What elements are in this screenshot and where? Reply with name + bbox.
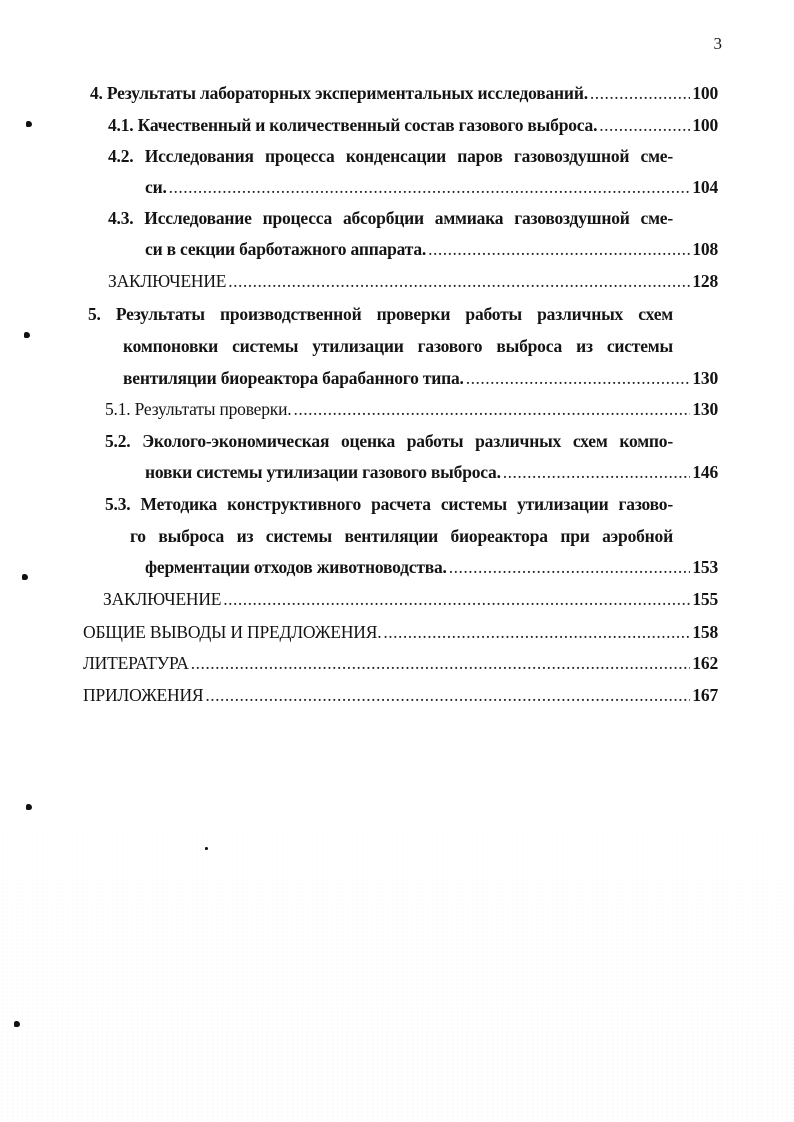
toc-entry-page: 104 — [692, 177, 718, 197]
toc-entry-text: ферментации отходов животноводства. — [145, 557, 447, 577]
toc-entry-text: 5.3. Методика конструктивного расчета системы утилизации газово- — [105, 494, 673, 514]
toc-leader-dots — [466, 367, 691, 389]
toc-entry-page: 153 — [692, 557, 718, 577]
toc-leader-dots — [599, 114, 690, 136]
scan-speck — [14, 1021, 20, 1027]
toc-entry[interactable] — [145, 461, 718, 483]
toc-entry[interactable] — [83, 621, 718, 643]
toc-entry-text: си в секции барботажного аппарата. — [145, 239, 427, 259]
scan-speck — [26, 804, 32, 810]
toc-entry[interactable] — [145, 176, 718, 198]
toc-leader-dots — [383, 621, 690, 643]
toc-entry-text: 4.2. Исследования процесса конденсации паров газовоздушной сме- — [108, 146, 673, 166]
toc-entry-text: 5. Результаты производственной проверки работы различных схем — [88, 304, 673, 324]
toc-entry-text: ОБЩИЕ ВЫВОДЫ И ПРЕДЛОЖЕНИЯ. — [83, 622, 382, 642]
toc-entry[interactable] — [145, 238, 718, 260]
toc-entry-continued[interactable] — [108, 207, 673, 229]
toc-leader-dots — [228, 270, 690, 292]
toc-entry-page: 100 — [692, 83, 718, 103]
toc-entry-continued[interactable] — [88, 303, 673, 325]
toc-entry[interactable] — [103, 588, 718, 610]
scan-speck — [22, 574, 28, 580]
toc-entry[interactable] — [108, 270, 718, 292]
toc-entry[interactable] — [123, 367, 718, 389]
toc-entry-continued[interactable] — [123, 335, 673, 357]
toc-entry[interactable] — [105, 398, 718, 420]
toc-entry-page: 130 — [692, 399, 718, 419]
toc-entry-text: си. — [145, 177, 167, 197]
toc-entry[interactable] — [145, 556, 718, 578]
toc-leader-dots — [293, 398, 690, 420]
toc-entry-text: 4.1. Качественный и количественный состав газового выброса. — [108, 115, 598, 135]
toc-entry-page: 130 — [692, 368, 718, 388]
toc-entry[interactable] — [108, 114, 718, 136]
toc-leader-dots — [428, 238, 690, 260]
toc-leader-dots — [223, 588, 690, 610]
toc-entry-page: 108 — [692, 239, 718, 259]
toc-entry-continued[interactable] — [105, 493, 673, 515]
toc-entry-text: вентиляции биореактора барабанного типа. — [123, 368, 464, 388]
toc-leader-dots — [449, 556, 691, 578]
toc-entry-page: 158 — [692, 622, 718, 642]
toc-entry-page: 100 — [692, 115, 718, 135]
toc-entry-text: го выброса из системы вентиляции биореактора при аэробной — [130, 526, 673, 546]
toc-entry-page: 155 — [692, 589, 718, 609]
toc-leader-dots — [590, 82, 690, 104]
toc-entry-page: 162 — [692, 653, 718, 673]
toc-entry-page: 146 — [692, 462, 718, 482]
toc-entry-continued[interactable] — [105, 430, 673, 452]
toc-entry-text: ЛИТЕРАТУРА — [83, 653, 189, 673]
toc-leader-dots — [503, 461, 691, 483]
scan-speck — [26, 121, 32, 127]
toc-leader-dots — [169, 176, 691, 198]
toc-entry-text: 5.1. Результаты проверки. — [105, 399, 292, 419]
toc-entry-text: компоновки системы утилизации газового выброса из системы — [123, 336, 673, 356]
scan-speck — [205, 847, 208, 850]
toc-entry-text: 4. Результаты лабораторных экспериментальных исследований. — [90, 83, 588, 103]
toc-entry[interactable] — [90, 82, 718, 104]
toc-entry-text: 5.2. Эколого-экономическая оценка работы различных схем компо- — [105, 431, 673, 451]
toc-leader-dots — [191, 652, 691, 674]
toc-entry-continued[interactable] — [130, 525, 673, 547]
toc-entry-continued[interactable] — [108, 145, 673, 167]
toc-entry-text: ЗАКЛЮЧЕНИЕ — [108, 271, 227, 291]
toc-entry-text: ПРИЛОЖЕНИЯ — [83, 685, 204, 705]
toc-entry-page: 128 — [692, 271, 718, 291]
scan-noise — [0, 702, 794, 1122]
toc-entry-text: новки системы утилизации газового выброса. — [145, 462, 501, 482]
scan-speck — [24, 332, 30, 338]
page-number: 3 — [713, 34, 722, 53]
toc-entry-text: 4.3. Исследование процесса абсорбции аммиака газовоздушной сме- — [108, 208, 673, 228]
toc-entry-page: 167 — [692, 685, 718, 705]
toc-entry[interactable] — [83, 652, 718, 674]
toc-entry-text: ЗАКЛЮЧЕНИЕ — [103, 589, 222, 609]
